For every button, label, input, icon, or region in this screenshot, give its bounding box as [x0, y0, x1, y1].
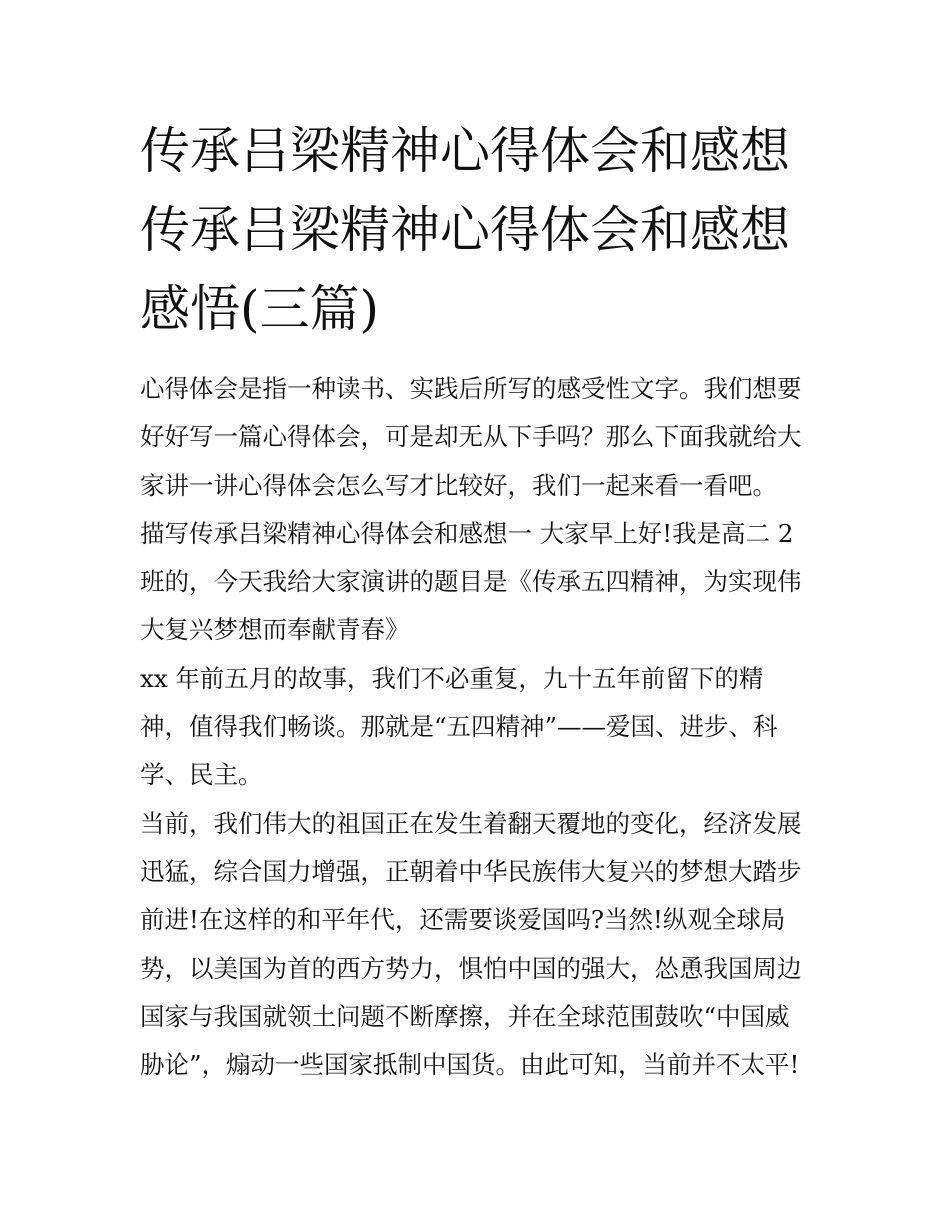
body-line-7: xx 年前五月的故事，我们不必重复，九十五年前留下的精	[140, 663, 764, 693]
body-line-12: 前进!在这样的和平年代，还需要谈爱国吗?当然!纵观全球局	[140, 905, 786, 935]
body-line-11: 迅猛，综合国力增强，正朝着中华民族伟大复兴的梦想大踏步	[140, 856, 802, 886]
document-title	[140, 112, 815, 349]
title-line-3: 感悟(三篇)	[140, 280, 380, 338]
body-line-4: 描写传承吕梁精神心得体会和感想一 大家早上好!我是高二 2	[140, 518, 794, 548]
body-line-9: 学、民主。	[140, 760, 263, 790]
body-line-3: 家讲一讲心得体会怎么写才比较好，我们一起来看一看吧。	[140, 470, 777, 500]
body-line-2: 好好写一篇心得体会，可是却无从下手吗？那么下面我就给大	[140, 422, 802, 452]
body-line-5: 班的，今天我给大家演讲的题目是《传承五四精神，为实现伟	[140, 567, 802, 597]
body-line-13: 势，以美国为首的西方势力，惧怕中国的强大，怂恿我国周边	[140, 953, 802, 983]
body-line-10: 当前，我们伟大的祖国正在发生着翻天覆地的变化，经济发展	[140, 808, 802, 838]
body-line-8: 神，值得我们畅谈。那就是“五四精神”——爱国、进步、科	[140, 712, 778, 742]
body-line-15: 胁论”，煽动一些国家抵制中国货。由此可知，当前并不太平!	[140, 1050, 800, 1080]
title-line-2: 传承吕梁精神心得体会和感想	[140, 201, 790, 259]
body-line-14: 国家与我国就领土问题不断摩擦，并在全球范围鼓吹“中国威	[140, 1001, 790, 1031]
body-line-1: 心得体会是指一种读书、实践后所写的感受性文字。我们想要	[140, 374, 802, 403]
title-line-1: 传承吕梁精神心得体会和感想	[140, 122, 790, 180]
document-page	[140, 112, 815, 1089]
document-body	[140, 365, 815, 1089]
body-line-6: 大复兴梦想而奉献青春》	[140, 615, 410, 645]
